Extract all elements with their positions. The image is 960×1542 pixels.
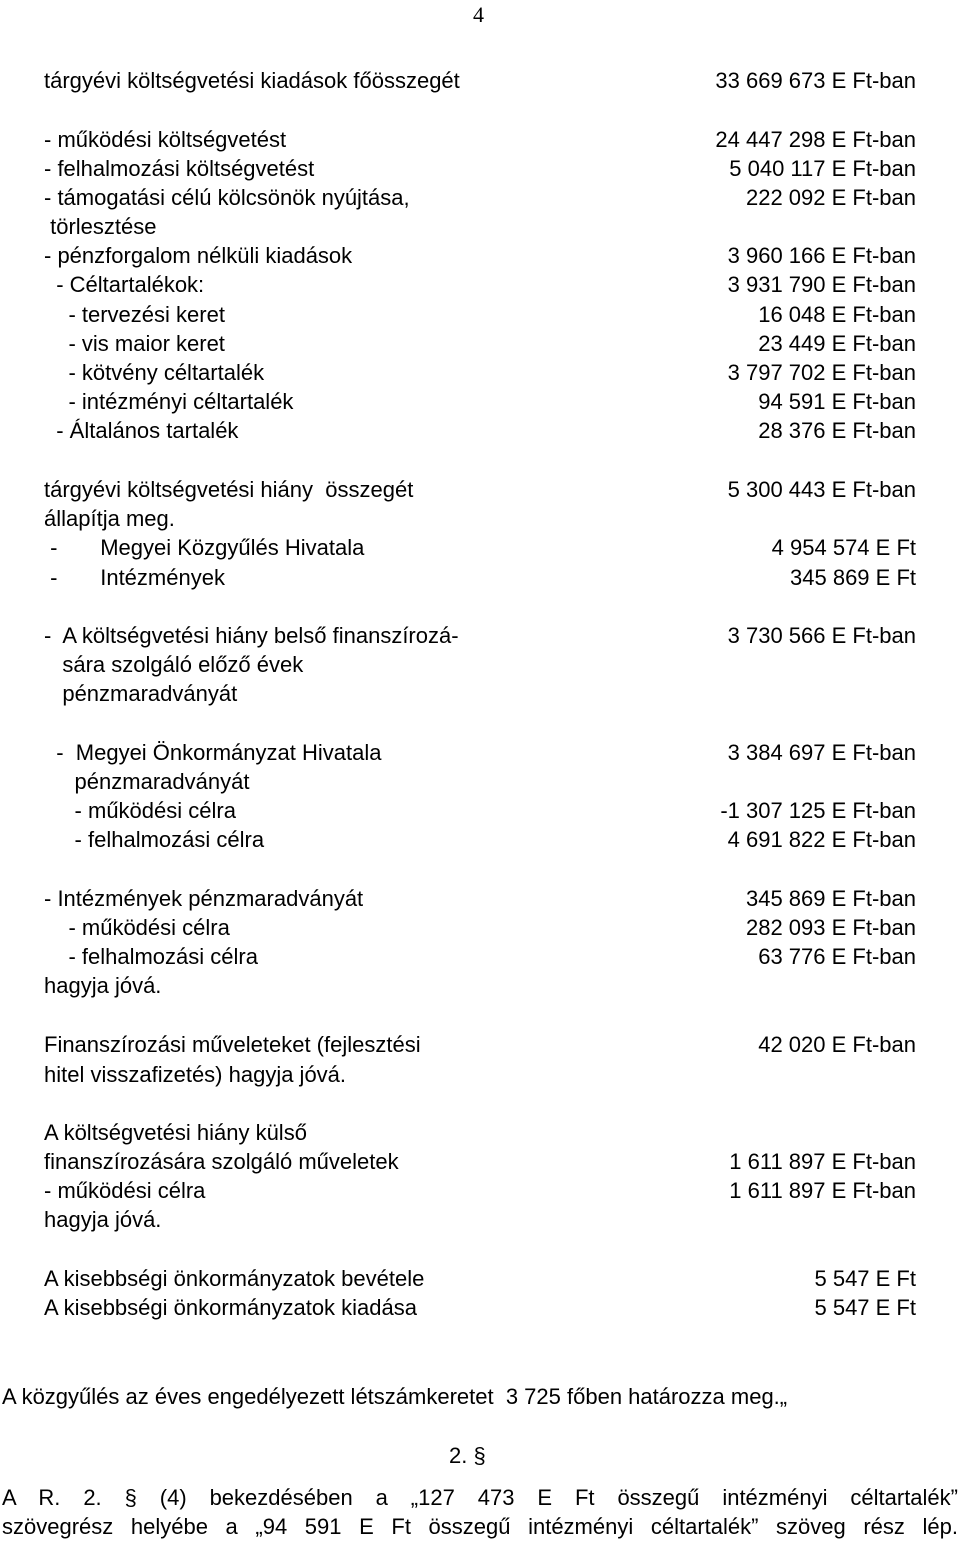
- line-label: - Céltartalékok:: [44, 272, 205, 297]
- line-label: - felhalmozási célra: [44, 827, 265, 852]
- line-label: - Általános tartalék: [44, 418, 239, 443]
- line-label: A kisebbségi önkormányzatok bevétele: [44, 1266, 425, 1291]
- line-label: - működési célra: [44, 1178, 206, 1203]
- line-label: pénzmaradványát: [44, 681, 238, 706]
- line-amount: 94 591 E Ft-ban: [758, 389, 916, 414]
- line-amount: -1 307 125 E Ft-ban: [720, 798, 916, 823]
- line-label: - A költségvetési hiány belső finanszírozá-: [44, 623, 459, 648]
- final-paragraph-line-2: szövegrész helyébe a „94 591 E Ft összegű intézményi céltartalék” szöveg rész lép.: [2, 1514, 958, 1539]
- line-label: - működési költségvetést: [44, 127, 287, 152]
- line-amount: 42 020 E Ft-ban: [758, 1032, 916, 1057]
- line-label: - Intézmények pénzmaradványát: [44, 886, 364, 911]
- line-amount: 282 093 E Ft-ban: [745, 915, 916, 940]
- line-label: A kisebbségi önkormányzatok kiadása: [44, 1295, 417, 1320]
- line-label: tárgyévi költségvetési kiadások főösszegét: [44, 68, 460, 93]
- line-label: - felhalmozási célra: [44, 944, 258, 969]
- line-label: - működési célra: [44, 915, 230, 940]
- line-amount: 4 954 574 E Ft: [771, 535, 916, 560]
- line-amount: 3 730 566 E Ft-ban: [727, 623, 916, 648]
- line-amount: 16 048 E Ft-ban: [758, 302, 916, 327]
- headcount-sentence: A közgyűlés az éves engedélyezett létszámkeretet 3 725 főben határozza meg.„: [2, 1384, 788, 1409]
- page-number: 4: [473, 2, 484, 27]
- line-label: hagyja jóvá.: [44, 1207, 162, 1232]
- line-amount: 1 611 897 E Ft-ban: [729, 1149, 916, 1174]
- line-amount: 3 960 166 E Ft-ban: [727, 243, 916, 268]
- line-label: A költségvetési hiány külső: [44, 1120, 307, 1145]
- line-label: - támogatási célú kölcsönök nyújtása,: [44, 185, 410, 210]
- line-label: állapítja meg.: [44, 506, 175, 531]
- line-amount: 3 931 790 E Ft-ban: [727, 272, 916, 297]
- line-amount: 28 376 E Ft-ban: [758, 418, 916, 443]
- line-label: - kötvény céltartalék: [44, 360, 265, 385]
- line-label: - tervezési keret: [44, 302, 225, 327]
- line-label: sára szolgáló előző évek: [44, 652, 304, 677]
- line-label: törlesztése: [44, 214, 157, 239]
- line-amount: 345 869 E Ft: [790, 565, 916, 590]
- line-label: finanszírozására szolgáló műveletek: [44, 1149, 399, 1174]
- line-amount: 3 384 697 E Ft-ban: [727, 740, 916, 765]
- line-label: - vis maior keret: [44, 331, 225, 356]
- line-amount: 33 669 673 E Ft-ban: [715, 68, 916, 93]
- line-label: - felhalmozási költségvetést: [44, 156, 315, 181]
- line-amount: 63 776 E Ft-ban: [758, 944, 916, 969]
- line-label: tárgyévi költségvetési hiány összegét: [44, 477, 414, 502]
- line-label: - Megyei Közgyűlés Hivatala: [44, 535, 365, 560]
- line-label: Finanszírozási műveleteket (fejlesztési: [44, 1032, 421, 1057]
- line-label: - Megyei Önkormányzat Hivatala: [44, 740, 382, 765]
- line-amount: 5 547 E Ft: [814, 1295, 916, 1320]
- line-amount: 5 547 E Ft: [814, 1266, 916, 1291]
- line-label: - pénzforgalom nélküli kiadások: [44, 243, 353, 268]
- line-amount: 5 300 443 E Ft-ban: [727, 477, 916, 502]
- line-amount: 222 092 E Ft-ban: [745, 185, 916, 210]
- line-label: - intézményi céltartalék: [44, 389, 294, 414]
- line-label: hitel visszafizetés) hagyja jóvá.: [44, 1062, 347, 1087]
- line-amount: 4 691 822 E Ft-ban: [727, 827, 916, 852]
- line-amount: 23 449 E Ft-ban: [758, 331, 916, 356]
- line-amount: 24 447 298 E Ft-ban: [715, 127, 916, 152]
- line-amount: 5 040 117 E Ft-ban: [729, 156, 916, 181]
- section-heading: 2. §: [449, 1443, 486, 1468]
- line-label: hagyja jóvá.: [44, 973, 162, 998]
- line-amount: 1 611 897 E Ft-ban: [729, 1178, 916, 1203]
- line-label: - működési célra: [44, 798, 236, 823]
- line-label: - Intézmények: [44, 565, 225, 590]
- line-amount: 345 869 E Ft-ban: [745, 886, 916, 911]
- line-label: pénzmaradványát: [44, 769, 250, 794]
- final-paragraph-line-1: A R. 2. § (4) bekezdésében a „127 473 E Ft összegű intézményi céltartalék”: [2, 1485, 958, 1510]
- line-amount: 3 797 702 E Ft-ban: [727, 360, 916, 385]
